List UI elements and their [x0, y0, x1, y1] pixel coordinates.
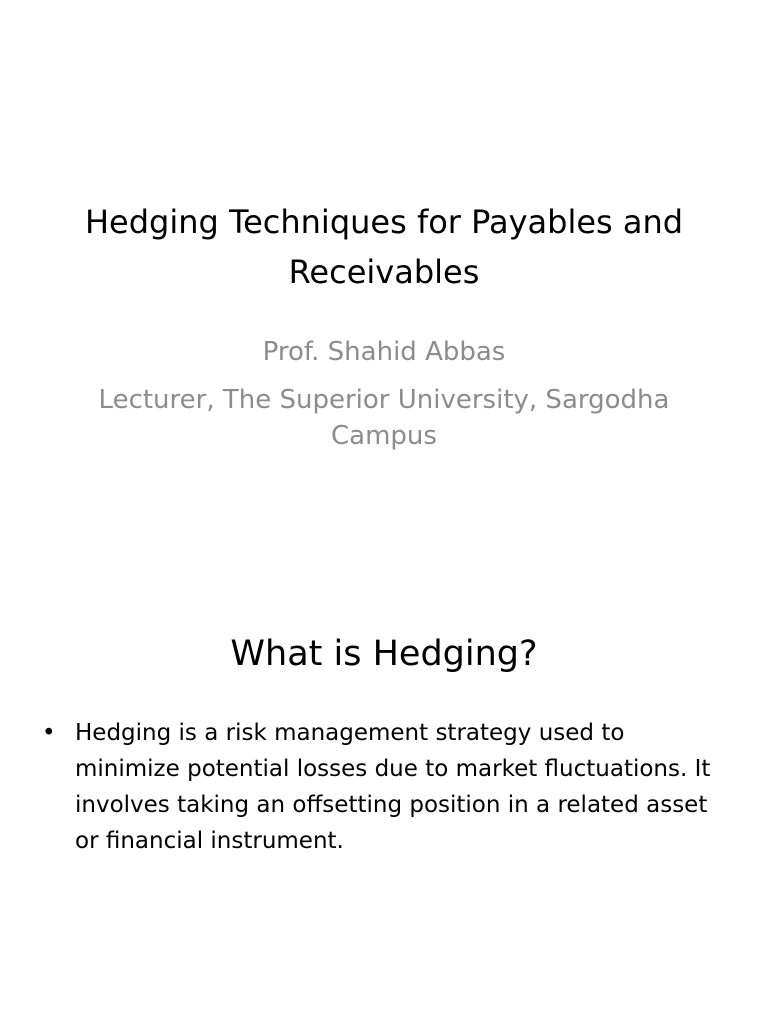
bullet-icon: •: [42, 720, 56, 746]
slide-title: What is Hedging?: [230, 634, 538, 674]
bullet-text: Hedging is a risk management strategy used to minimize potential losses due to market fluctuations. It involves taking an offsetting position in a related asset or financial instrument.: [75, 720, 711, 854]
slide-2: [0, 512, 768, 1024]
bullet-list: [42, 715, 732, 859]
presenter-name: Prof. Shahid Abbas: [262, 337, 506, 367]
bullet-item: [42, 715, 732, 859]
presenter-affiliation: Lecturer, The Superior University, Sargodha Campus: [98, 385, 670, 451]
slide-subtitle: [60, 334, 708, 458]
slide-title: Hedging Techniques for Payables and Receivables: [84, 203, 684, 291]
